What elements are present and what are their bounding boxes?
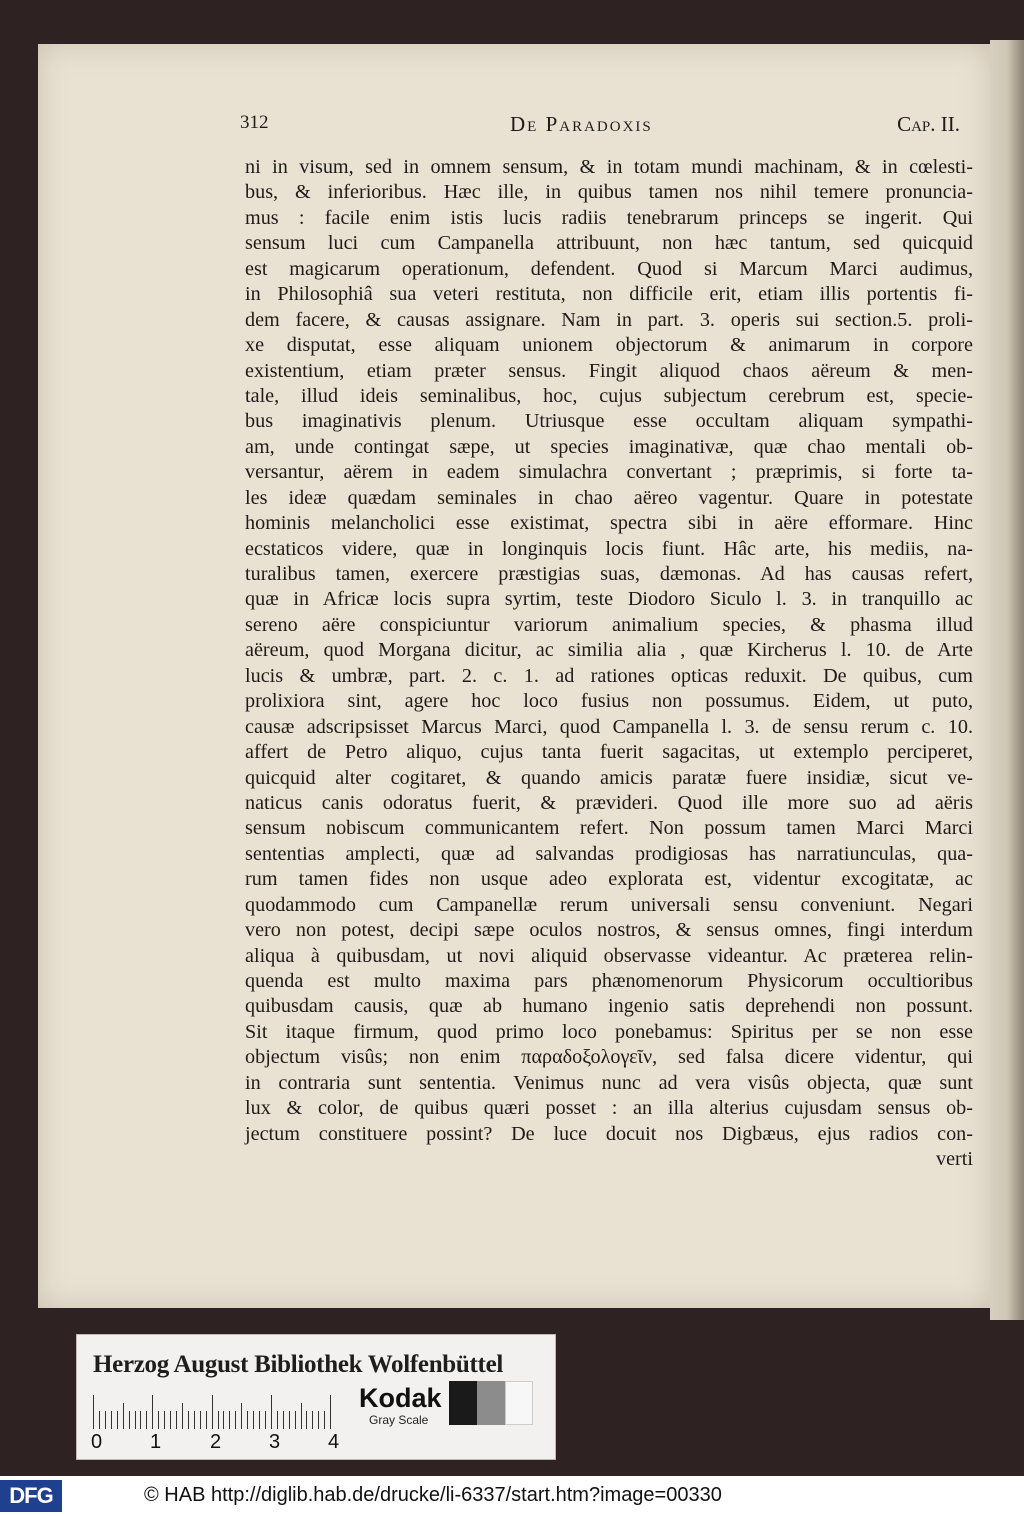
catchword: verti bbox=[936, 1148, 973, 1171]
ruler-number: 3 bbox=[269, 1431, 281, 1453]
ruler-tick bbox=[129, 1411, 130, 1429]
text-line: les ideæ quædam seminales in chao aëreo vagentur. Quare in potestate bbox=[245, 486, 973, 509]
library-name: Herzog August Bibliothek Wolfenbüttel bbox=[93, 1351, 504, 1378]
gray-patch-white bbox=[505, 1381, 533, 1425]
text-line: ni in visum, sed in omnem sensum, & in totam mundi machinam, & in cœlesti- bbox=[245, 156, 973, 178]
page-number: 312 bbox=[240, 112, 269, 133]
ruler-tick bbox=[265, 1411, 266, 1429]
text-line: quicquid alter cogitaret, & quando amicis paratæ fuere insidiæ, sicut ve- bbox=[245, 766, 973, 789]
text-line: est magicarum operationum, defendent. Quod si Marcum Marci audimus, bbox=[245, 257, 973, 280]
ruler-tick bbox=[117, 1411, 118, 1429]
ruler-tick bbox=[324, 1411, 325, 1429]
ruler-numbers bbox=[91, 1431, 351, 1453]
ruler-tick bbox=[146, 1411, 147, 1429]
text-line: tale, illud ideis seminalibus, hoc, cujus subjectum cerebrum est, specie- bbox=[245, 384, 973, 407]
text-line: lux & color, de quibus quæri posset : an illa alterius cujusdam sensus ob- bbox=[245, 1097, 973, 1120]
dfg-logo: DFG bbox=[0, 1480, 62, 1512]
running-title: De Paradoxis bbox=[510, 112, 653, 136]
text-line: sensum nobiscum communicantem refert. Non possum tamen Marci Marci bbox=[245, 817, 973, 840]
ruler-number: 1 bbox=[150, 1431, 162, 1453]
text-line: bus imaginativis plenum. Utriusque esse occultam aliquam sympathi- bbox=[245, 410, 973, 433]
ruler-tick bbox=[253, 1411, 254, 1429]
ruler-tick bbox=[188, 1411, 189, 1429]
text-line: ecstaticos videre, quæ in longinquis locis fiunt. Hâc arte, his mediis, na- bbox=[245, 537, 973, 560]
text-line: existentium, etiam præter sensus. Fingit aliquod chaos aëreum & men- bbox=[245, 359, 973, 382]
ruler-tick bbox=[318, 1411, 319, 1429]
text-line: xe disputat, esse aliquam unionem objectorum & animarum in corpore bbox=[245, 334, 973, 357]
copyright-link[interactable]: © HAB http://diglib.hab.de/drucke/li-6337/start.htm?image=00330 bbox=[144, 1484, 722, 1506]
ruler-tick bbox=[295, 1411, 296, 1429]
ruler-tick bbox=[152, 1395, 153, 1429]
ruler-tick bbox=[105, 1411, 106, 1429]
ruler-tick bbox=[200, 1411, 201, 1429]
body-text bbox=[245, 155, 973, 1173]
footer-bar bbox=[0, 1476, 1024, 1516]
ruler-tick bbox=[235, 1411, 236, 1429]
ruler-tick bbox=[223, 1411, 224, 1429]
text-line: sententias amplecti, quæ ad salvandas prodigiosas has narratiunculas, qua- bbox=[245, 842, 973, 865]
ruler-tick bbox=[312, 1411, 313, 1429]
ruler-tick bbox=[271, 1395, 272, 1429]
text-line: mus : facile enim istis lucis radiis tenebrarum princeps se ingerit. Qui bbox=[245, 206, 973, 229]
ruler-tick bbox=[176, 1411, 177, 1429]
text-line: prolixiora sint, agere hoc loco fusius non possumus. Eidem, ut puto, bbox=[245, 690, 973, 713]
text-line: in contraria sunt sententia. Venimus nunc ad vera visûs objecta, quæ sunt bbox=[245, 1071, 973, 1094]
text-line: versantur, aërem in eadem simulachra convertant ; præprimis, si forte ta- bbox=[245, 461, 973, 484]
ruler-tick bbox=[229, 1411, 230, 1429]
text-line: bus, & inferioribus. Hæc ille, in quibus tamen nos nihil temere pronuncia- bbox=[245, 181, 973, 204]
ruler-tick bbox=[164, 1411, 165, 1429]
ruler-number: 4 bbox=[328, 1431, 340, 1453]
ruler-number: 0 bbox=[91, 1431, 103, 1453]
ruler-tick bbox=[283, 1411, 284, 1429]
gray-patch-black bbox=[449, 1381, 477, 1425]
text-line: dem facere, & causas assignare. Nam in part. 3. operis sui section.5. proli- bbox=[245, 308, 973, 331]
ruler-tick bbox=[194, 1411, 195, 1429]
ruler-tick bbox=[158, 1411, 159, 1429]
ruler-tick bbox=[140, 1411, 141, 1429]
kodak-logo: Kodak bbox=[359, 1383, 442, 1413]
color-reference-card bbox=[76, 1334, 556, 1460]
ruler-tick bbox=[277, 1411, 278, 1429]
running-head bbox=[240, 112, 960, 142]
text-line: in Philosophiâ sua veteri restituta, non difficile erit, etiam illis portentis fi- bbox=[245, 283, 973, 306]
text-line: sensum luci cum Campanella attribuunt, non hæc tantum, sed quicquid bbox=[245, 232, 973, 255]
ruler-tick bbox=[135, 1411, 136, 1429]
facing-page-edge bbox=[990, 40, 1024, 1320]
ruler-tick bbox=[212, 1395, 213, 1429]
ruler-tick bbox=[182, 1403, 183, 1429]
chapter-label: Cap. II. bbox=[897, 112, 960, 136]
text-line: rum tamen fides non usque adeo explorata est, videntur excogitatæ, ac bbox=[245, 868, 973, 891]
ruler-tick bbox=[241, 1403, 242, 1429]
ruler-tick bbox=[93, 1395, 94, 1429]
ruler-tick bbox=[206, 1411, 207, 1429]
text-line: Sit itaque firmum, quod primo loco ponebamus: Spiritus per se non esse bbox=[245, 1020, 973, 1043]
text-line: aëreum, quod Morgana dicitur, ac similia alia , quæ Kircherus l. 10. de Arte bbox=[245, 639, 973, 662]
text-line: lucis & umbræ, part. 2. c. 1. ad rationes opticas reduxit. De quibus, cum bbox=[245, 664, 973, 687]
gray-patch-mid bbox=[477, 1381, 505, 1425]
text-line: quenda est multo maxima pars phænomenorum Physicorum occultioribus bbox=[245, 970, 973, 992]
text-line: naticus canis odoratus fuerit, & prævideri. Quod ille more suo ad aëris bbox=[245, 791, 973, 814]
text-line: aliqua à quibusdam, ut novi aliquid observasse videantur. Ac præterea relin- bbox=[245, 944, 973, 967]
text-line: sereno aëre conspiciuntur variorum animalium species, & phasma illud bbox=[245, 613, 973, 636]
text-line: vero non potest, decipi sæpe oculos nostros, & sensus omnes, fingi interdum bbox=[245, 919, 973, 942]
text-line: quæ in Africæ locis supra syrtim, teste Diodoro Siculo l. 3. in tranquillo ac bbox=[245, 588, 973, 611]
measurement-ruler bbox=[93, 1387, 337, 1429]
text-line: affert de Petro aliquo, cujus tanta fuerit sagacitas, ut extemplo perciperet, bbox=[245, 741, 973, 764]
ruler-tick bbox=[218, 1411, 219, 1429]
text-line: hominis melancholici esse existimat, spectra sibi in aëre efformare. Hinc bbox=[245, 512, 973, 535]
ruler-tick bbox=[247, 1411, 248, 1429]
ruler-tick bbox=[330, 1395, 331, 1429]
text-line: am, unde contingat sæpe, ut species imaginativæ, quæ chao mentali ob- bbox=[245, 435, 973, 458]
ruler-tick bbox=[123, 1403, 124, 1429]
ruler-tick bbox=[170, 1411, 171, 1429]
ruler-tick bbox=[111, 1411, 112, 1429]
ruler-tick bbox=[259, 1411, 260, 1429]
ruler-tick bbox=[289, 1411, 290, 1429]
text-line: quibusdam causis, quæ ab humano ingenio satis deprehendi non possunt. bbox=[245, 995, 973, 1018]
ruler-number: 2 bbox=[210, 1431, 222, 1453]
text-line: causæ adscripsisset Marcus Marci, quod Campanella l. 3. de sensu rerum c. 10. bbox=[245, 715, 973, 738]
text-line: objectum visûs; non enim παραδοξολογεῖν, sed falsa dicere videntur, qui bbox=[245, 1046, 973, 1069]
ruler-tick bbox=[306, 1411, 307, 1429]
gray-scale-label: Gray Scale bbox=[369, 1413, 429, 1427]
ruler-tick bbox=[99, 1411, 100, 1429]
ruler-tick bbox=[301, 1403, 302, 1429]
text-line: jectum constituere possint? De luce docuit nos Digbæus, ejus radios con- bbox=[245, 1122, 973, 1145]
text-line: turalibus tamen, exercere præstigias suas, dæmonas. Ad has causas refert, bbox=[245, 563, 973, 585]
text-line: quodammodo cum Campanellæ rerum universali sensu conveniunt. Negari bbox=[245, 893, 973, 916]
